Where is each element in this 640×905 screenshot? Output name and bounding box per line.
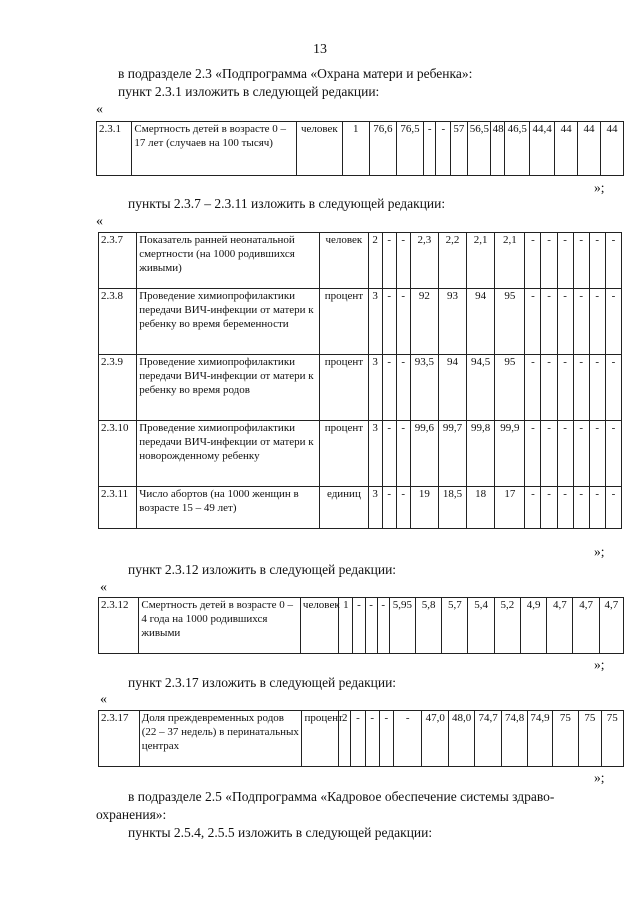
row-name: Доля преждевременных родов (22 – 37 недель) в перинатальных центрах <box>139 711 302 767</box>
row-value: - <box>525 355 541 421</box>
row-value: - <box>605 289 621 355</box>
row-value: 1 <box>342 122 369 176</box>
row-value: 2,1 <box>495 233 525 289</box>
row-value: - <box>365 711 379 767</box>
row-value: - <box>353 598 365 654</box>
row-value: 4,7 <box>573 598 599 654</box>
row-value: - <box>436 122 451 176</box>
row-value: - <box>525 421 541 487</box>
row-value: 74,8 <box>501 711 527 767</box>
row-value: 48 <box>490 122 505 176</box>
row-value: 4,7 <box>599 598 623 654</box>
row-unit: человек <box>296 122 342 176</box>
row-value: - <box>589 233 605 289</box>
table-row <box>97 122 624 176</box>
row-name: Смертность детей в возрасте 0 – 17 лет (случаев на 100 тысяч) <box>132 122 297 176</box>
row-value: - <box>351 711 365 767</box>
table-row <box>99 289 622 355</box>
row-value: 48,0 <box>448 711 474 767</box>
row-code: 2.3.12 <box>99 598 139 654</box>
row-value: - <box>605 487 621 529</box>
open-quote: « <box>96 214 103 229</box>
row-value: - <box>379 711 393 767</box>
row-value: 5,95 <box>389 598 415 654</box>
row-value: - <box>377 598 389 654</box>
sec2312-intro: пункт 2.3.12 изложить в следующей редакции: <box>128 562 397 577</box>
row-value: - <box>365 598 377 654</box>
table-row <box>99 598 624 654</box>
row-value: - <box>541 233 557 289</box>
row-value: - <box>557 233 573 289</box>
sec25-line-3: пункты 2.5.4, 2.5.5 изложить в следующей редакции: <box>128 825 433 840</box>
table-row <box>99 711 624 767</box>
row-value: - <box>573 421 589 487</box>
sec23-intro-2: пункт 2.3.1 изложить в следующей редакции: <box>118 84 380 99</box>
close-quote: »; <box>594 770 605 785</box>
row-value: - <box>573 233 589 289</box>
row-value: - <box>525 289 541 355</box>
row-value: 3 <box>368 421 382 487</box>
row-value: 2,3 <box>410 233 438 289</box>
sec237-intro: пункты 2.3.7 – 2.3.11 изложить в следующей редакции: <box>128 196 446 211</box>
row-value: 44 <box>555 122 578 176</box>
row-value: 57 <box>451 122 468 176</box>
row-value: 75 <box>552 711 578 767</box>
row-unit: процент <box>320 289 368 355</box>
row-value: - <box>589 355 605 421</box>
row-name: Смертность детей в возрасте 0 – 4 года на 1000 родившихся живыми <box>139 598 301 654</box>
row-value: 76,6 <box>369 122 396 176</box>
row-value: 2,2 <box>438 233 466 289</box>
open-quote: « <box>100 692 107 707</box>
close-quote: »; <box>594 180 605 195</box>
row-value: - <box>382 355 396 421</box>
sec2317-intro: пункт 2.3.17 изложить в следующей редакции: <box>128 675 397 690</box>
row-unit: процент <box>320 421 368 487</box>
row-value: 5,2 <box>494 598 520 654</box>
row-value: 56,5 <box>467 122 490 176</box>
row-value: 92 <box>410 289 438 355</box>
row-name: Проведение химиопрофилактики передачи ВИЧ-инфекции от матери к новорожденному ребенку <box>137 421 320 487</box>
row-value: 4,9 <box>520 598 546 654</box>
row-code: 2.3.10 <box>99 421 137 487</box>
sec23-intro-1: в подразделе 2.3 «Подпрограмма «Охрана матери и ребенка»: <box>118 66 473 81</box>
row-value: 5,7 <box>442 598 468 654</box>
row-value: 74,7 <box>475 711 501 767</box>
row-value: - <box>557 289 573 355</box>
page-number: 13 <box>313 42 327 57</box>
table-row <box>99 421 622 487</box>
row-unit: процент <box>302 711 339 767</box>
close-quote: »; <box>594 544 605 559</box>
row-value: 94 <box>467 289 495 355</box>
row-unit: процент <box>320 355 368 421</box>
row-value: 94,5 <box>467 355 495 421</box>
row-code: 2.3.7 <box>99 233 137 289</box>
row-value: 93 <box>438 289 466 355</box>
row-unit: единиц <box>320 487 368 529</box>
row-value: 44 <box>578 122 601 176</box>
row-value: - <box>424 122 436 176</box>
open-quote: « <box>100 580 107 595</box>
row-unit: человек <box>320 233 368 289</box>
close-quote: »; <box>594 657 605 672</box>
row-value: 2 <box>368 233 382 289</box>
row-value: 75 <box>579 711 601 767</box>
row-value: 47,0 <box>422 711 448 767</box>
row-value: - <box>525 487 541 529</box>
row-value: - <box>382 233 396 289</box>
row-value: - <box>541 289 557 355</box>
row-value: - <box>589 289 605 355</box>
row-value: 5,8 <box>415 598 441 654</box>
row-value: 18 <box>467 487 495 529</box>
row-value: - <box>541 487 557 529</box>
row-value: 19 <box>410 487 438 529</box>
row-value: - <box>396 233 410 289</box>
row-unit: человек <box>300 598 338 654</box>
sec25-line-2: охранения»: <box>96 807 167 822</box>
row-value: 76,5 <box>396 122 423 176</box>
row-value: - <box>382 421 396 487</box>
row-value: 4,7 <box>547 598 573 654</box>
row-value: - <box>541 421 557 487</box>
row-value: - <box>573 289 589 355</box>
row-value: 95 <box>495 289 525 355</box>
table-237-2311 <box>98 232 622 529</box>
sec25-line-1: в подразделе 2.5 «Подпрограмма «Кадровое обеспечение системы здраво- <box>128 789 555 804</box>
row-value: 2 <box>339 711 351 767</box>
row-value: 74,9 <box>528 711 552 767</box>
row-value: 44 <box>600 122 623 176</box>
row-value: 1 <box>339 598 353 654</box>
row-value: 3 <box>368 289 382 355</box>
row-value: - <box>396 355 410 421</box>
row-value: - <box>557 355 573 421</box>
row-value: - <box>394 711 422 767</box>
row-value: 99,9 <box>495 421 525 487</box>
row-value: - <box>382 289 396 355</box>
row-name: Число абортов (на 1000 женщин в возрасте 15 – 49 лет) <box>137 487 320 529</box>
open-quote: « <box>96 102 103 117</box>
row-name: Проведение химиопрофилактики передачи ВИЧ-инфекции от матери к ребенку во время беременности <box>137 289 320 355</box>
row-value: 2,1 <box>467 233 495 289</box>
row-value: 93,5 <box>410 355 438 421</box>
row-value: - <box>573 487 589 529</box>
row-value: 94 <box>438 355 466 421</box>
row-value: - <box>541 355 557 421</box>
row-value: - <box>557 487 573 529</box>
row-code: 2.3.9 <box>99 355 137 421</box>
table-2317 <box>98 710 624 767</box>
table-row <box>99 233 622 289</box>
row-value: - <box>396 289 410 355</box>
row-value: 44,4 <box>530 122 555 176</box>
row-value: 95 <box>495 355 525 421</box>
row-value: 99,7 <box>438 421 466 487</box>
row-value: 3 <box>368 487 382 529</box>
row-value: 5,4 <box>468 598 494 654</box>
row-name: Проведение химиопрофилактики передачи ВИЧ-инфекции от матери к ребенку во время родов <box>137 355 320 421</box>
row-value: 17 <box>495 487 525 529</box>
table-row <box>99 487 622 529</box>
row-value: - <box>605 233 621 289</box>
table-row <box>99 355 622 421</box>
row-value: 99,6 <box>410 421 438 487</box>
row-value: - <box>589 421 605 487</box>
row-value: 3 <box>368 355 382 421</box>
row-value: 75 <box>601 711 623 767</box>
row-code: 2.3.1 <box>97 122 132 176</box>
row-code: 2.3.17 <box>99 711 140 767</box>
table-231 <box>96 121 624 176</box>
row-code: 2.3.8 <box>99 289 137 355</box>
row-value: - <box>382 487 396 529</box>
row-value: - <box>557 421 573 487</box>
row-value: - <box>573 355 589 421</box>
row-name: Показатель ранней неонатальной смертности (на 1000 родившихся живыми) <box>137 233 320 289</box>
row-code: 2.3.11 <box>99 487 137 529</box>
table-2312 <box>98 597 624 654</box>
row-value: - <box>605 421 621 487</box>
row-value: - <box>605 355 621 421</box>
row-value: 99,8 <box>467 421 495 487</box>
row-value: 18,5 <box>438 487 466 529</box>
row-value: - <box>589 487 605 529</box>
row-value: - <box>396 487 410 529</box>
row-value: - <box>396 421 410 487</box>
row-value: - <box>525 233 541 289</box>
row-value: 46,5 <box>505 122 530 176</box>
